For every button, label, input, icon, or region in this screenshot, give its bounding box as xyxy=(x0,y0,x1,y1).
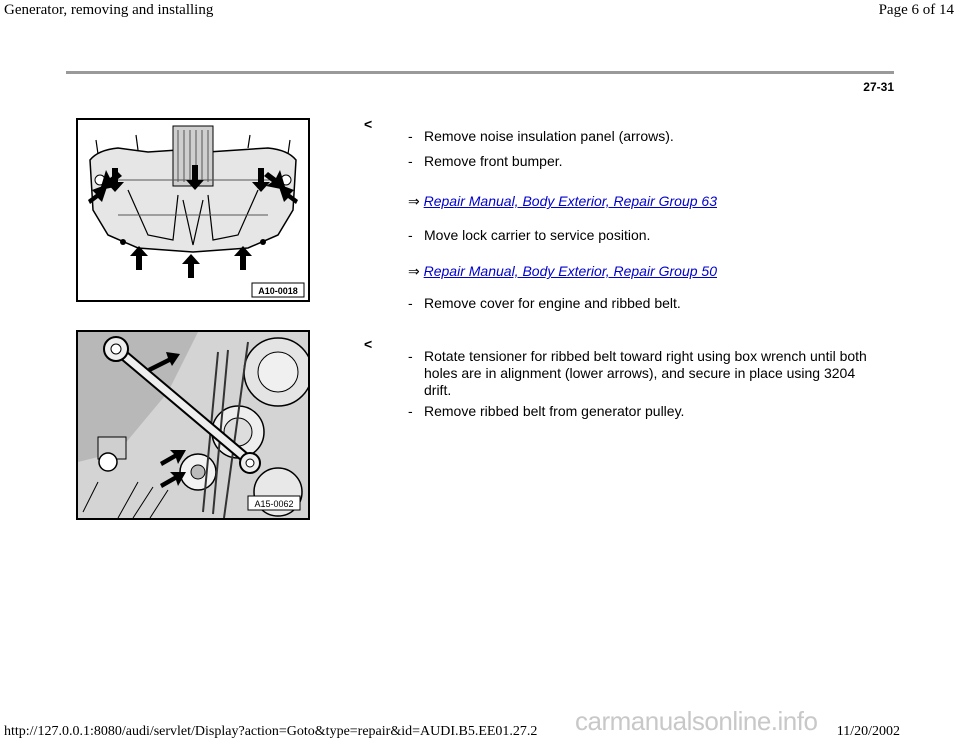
repair-manual-reference: ⇒ Repair Manual, Body Exterior, Repair Group 50 xyxy=(408,263,717,279)
repair-manual-reference: ⇒ Repair Manual, Body Exterior, Repair Group 63 xyxy=(408,193,717,209)
footer-url: http://127.0.0.1:8080/audi/servlet/Display?action=Goto&type=repair&id=AUDI.B5.EE01.27.2 xyxy=(4,724,538,739)
figure-label: A15-0062 xyxy=(254,499,294,509)
figure-label: A10-0018 xyxy=(258,286,298,296)
footer-date: 11/20/2002 xyxy=(836,724,900,739)
page-number: 27-31 xyxy=(863,80,894,94)
figure-noise-insulation-panel xyxy=(76,118,310,302)
belt-tensioner-illustration xyxy=(78,332,308,518)
repair-group-63-link[interactable]: Repair Manual, Body Exterior, Repair Group 63 xyxy=(423,193,717,209)
document-title: Generator, removing and installing xyxy=(4,2,214,18)
figure-ribbed-belt-tensioner xyxy=(76,330,310,520)
watermark: carmanualsonline.info xyxy=(575,706,818,736)
repair-group-50-link[interactable]: Repair Manual, Body Exterior, Repair Group 50 xyxy=(423,263,717,279)
page-indicator: Page 6 of 14 xyxy=(878,2,954,18)
pointer-icon: < xyxy=(364,116,373,132)
noise-insulation-illustration xyxy=(78,120,308,300)
pointer-icon: < xyxy=(364,336,373,352)
header-rule xyxy=(66,71,894,74)
